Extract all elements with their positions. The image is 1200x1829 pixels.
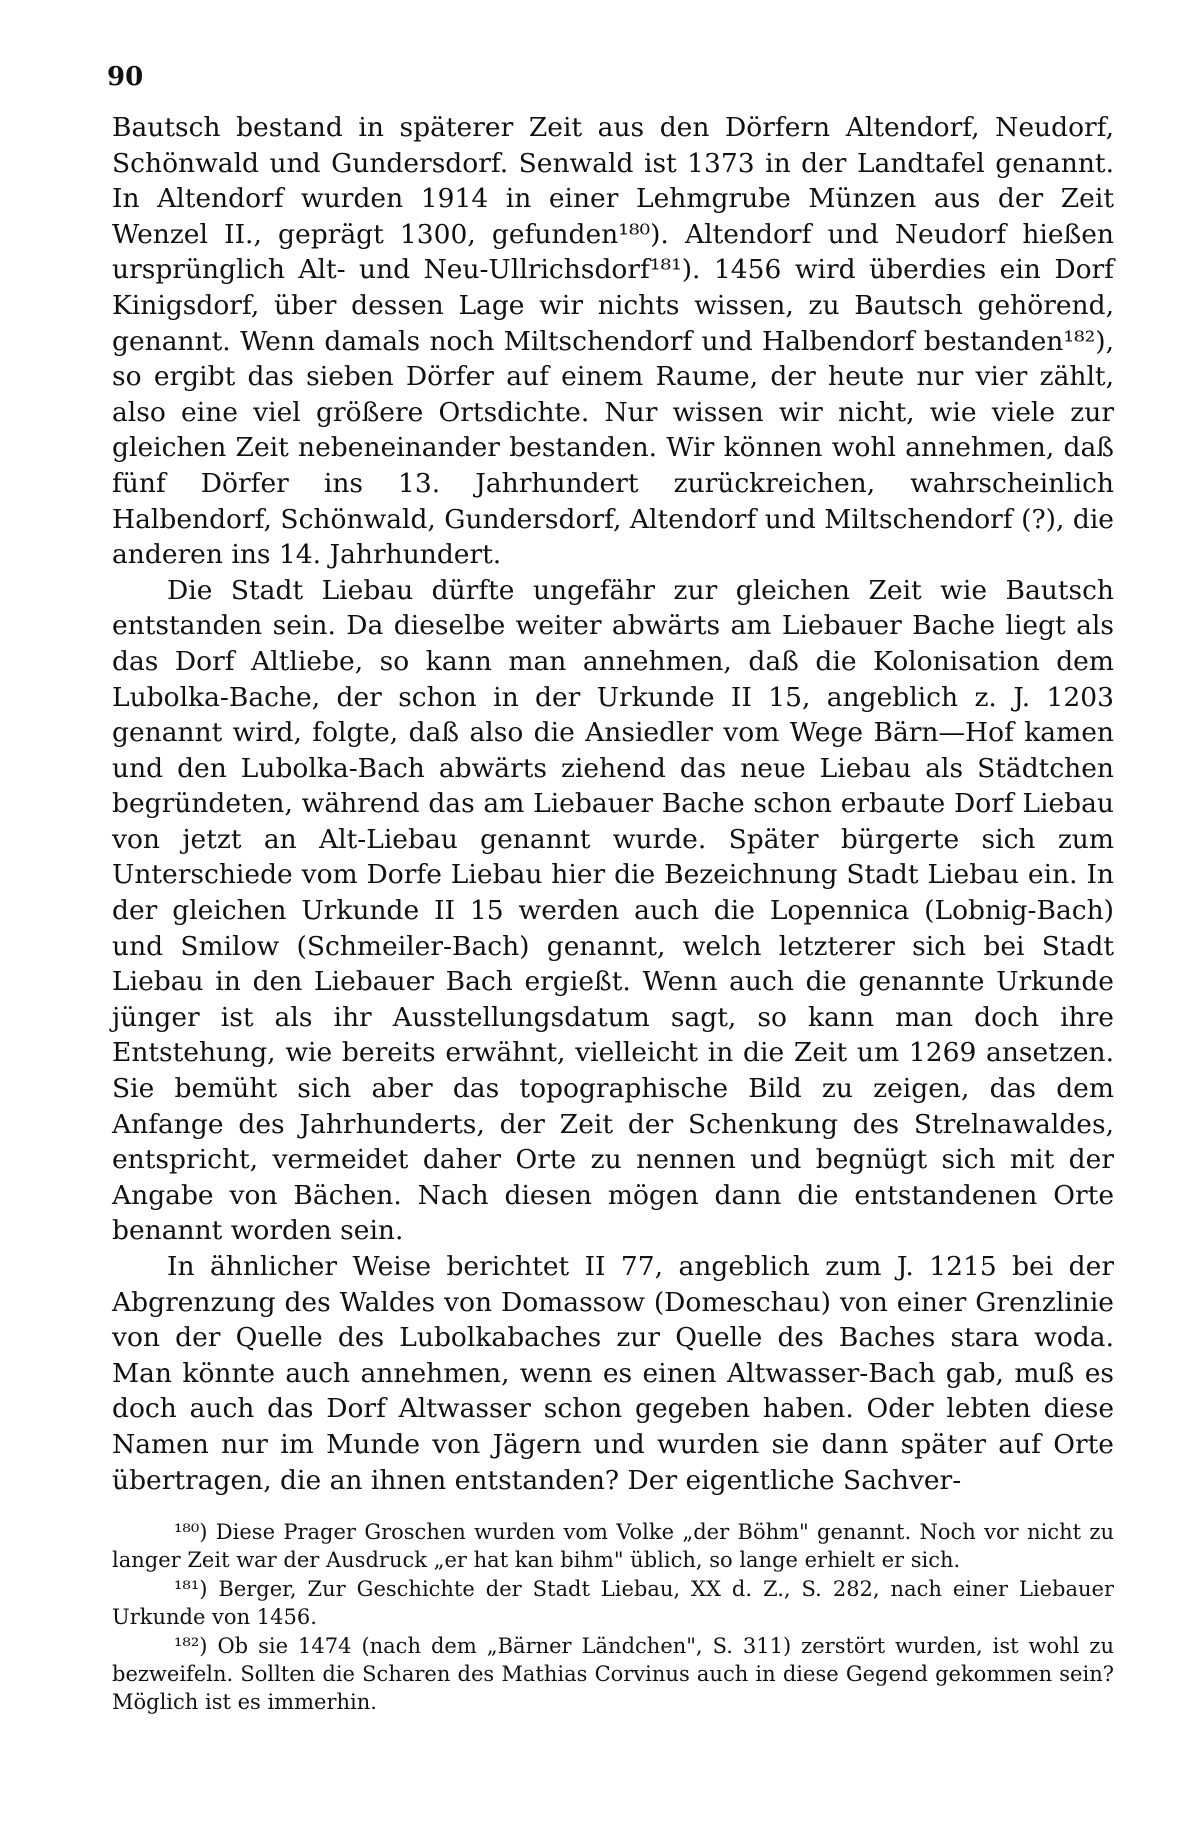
- paragraph: Bautsch bestand in späterer Zeit aus den Dörfern Altendorf, Neudorf, Schönwald und Gundersdorf. Senwald ist 1373 in der Landtafel genannt. In Altendorf wurden 1914 in einer Lehmgrube Münzen aus der Zeit Wenzel II., geprägt 1300, gefunden¹⁸⁰). Altendorf und Neudorf hießen ursprünglich Alt- und Neu-Ullrichsdorf¹⁸¹). 1456 wird überdies ein Dorf Kinigsdorf, über dessen Lage wir nichts wissen, zu Bautsch gehörend, genannt. Wenn damals noch Miltschendorf und Halbendorf bestanden¹⁸²), so ergibt das sieben Dörfer auf einem Raume, der heute nur vier zählt, also eine viel größere Ortsdichte. Nur wissen wir nicht, wie viele zur gleichen Zeit nebeneinander bestanden. Wir können wohl annehmen, daß fünf Dörfer ins 13. Jahrhundert zurückreichen, wahrscheinlich Halbendorf, Schönwald, Gundersdorf, Altendorf und Miltschendorf (?), die anderen ins 14. Jahrhundert.: [112, 112, 1114, 571]
- page-number: 90: [107, 62, 144, 92]
- paragraph: In ähnlicher Weise berichtet II 77, angeblich zum J. 1215 bei der Abgrenzung des Waldes von Domassow (Domeschau) von einer Grenzlinie von der Quelle des Lubolkabaches zur Quelle des Baches stara woda. Man könnte auch annehmen, wenn es einen Altwasser-Bach gab, muß es doch auch das Dorf Altwasser schon gegeben haben. Oder lebten diese Namen nur im Munde von Jägern und wurden sie dann später auf Orte übertragen, die an ihnen entstanden? Der eigentliche Sachver-: [112, 1251, 1114, 1496]
- footnotes: [112, 1518, 1114, 1717]
- main-text: [112, 110, 1114, 1498]
- footnote: ¹⁸²) Ob sie 1474 (nach dem „Bärner Ländchen", S. 311) zerstört wurden, ist wohl zu bezweifeln. Sollten die Scharen des Mathias Corvinus auch in diese Gegend gekommen sein? Möglich ist es immerhin.: [112, 1633, 1114, 1715]
- footnote: ¹⁸¹) Berger, Zur Geschichte der Stadt Liebau, XX d. Z., S. 282, nach einer Liebauer Urkunde von 1456.: [112, 1576, 1114, 1630]
- footnote: ¹⁸⁰) Diese Prager Groschen wurden vom Volke „der Böhm" genannt. Noch vor nicht zu langer Zeit war der Ausdruck „er hat kan bihm" üblich, so lange erhielt er sich.: [112, 1520, 1114, 1573]
- paragraph: Die Stadt Liebau dürfte ungefähr zur gleichen Zeit wie Bautsch entstanden sein. Da dieselbe weiter abwärts am Liebauer Bache liegt als das Dorf Altliebe, so kann man annehmen, daß die Kolonisation dem Lubolka-Bache, der schon in der Urkunde II 15, angeblich z. J. 1203 genannt wird, folgte, daß also die Ansiedler vom Wege Bärn—Hof kamen und den Lubolka-Bach abwärts ziehend das neue Liebau als Städtchen begründeten, während das am Liebauer Bache schon erbaute Dorf Liebau von jetzt an Alt-Liebau genannt wurde. Später bürgerte sich zum Unterschiede vom Dorfe Liebau hier die Bezeichnung Stadt Liebau ein. In der gleichen Urkunde II 15 werden auch die Lopennica (Lobnig-Bach) und Smilow (Schmeiler-Bach) genannt, welch letzterer sich bei Stadt Liebau in den Liebauer Bach ergießt. Wenn auch die genannte Urkunde jünger ist als ihr Ausstellungsdatum sagt, so kann man doch ihre Entstehung, wie bereits erwähnt, vielleicht in die Zeit um 1269 ansetzen. Sie bemüht sich aber das topographische Bild zu zeigen, das dem Anfange des Jahrhunderts, der Zeit der Schenkung des Strelnawaldes, entspricht, vermeidet daher Orte zu nennen und begnügt sich mit der Angabe von Bächen. Nach diesen mögen dann die entstandenen Orte benannt worden sein.: [112, 574, 1114, 1247]
